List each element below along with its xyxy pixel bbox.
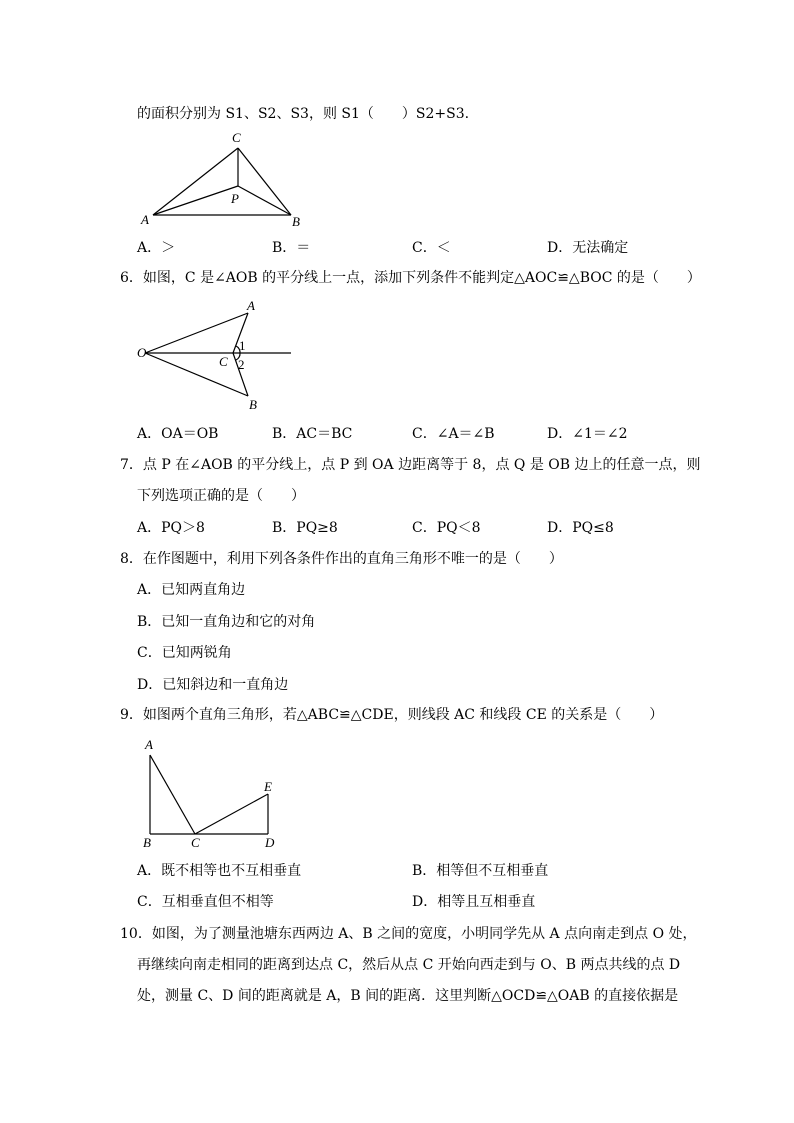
q9-option-c[interactable]: C．互相垂直但不相等	[137, 894, 274, 910]
q5-option-d[interactable]: D．无法确定	[547, 240, 629, 256]
q6-label-a: A	[247, 298, 255, 313]
q6-label-2: 2	[238, 357, 245, 372]
q5-option-c[interactable]: C．＜	[412, 240, 451, 256]
q10-line3: 处，测量 C、D 间的距离就是 A，B 间的距离．这里判断△OCD≌△OAB 的直接依据是	[137, 988, 679, 1004]
q9-stem: 9．如图两个直角三角形，若△ABC≌△CDE，则线段 AC 和线段 CE 的关系是（ ）	[120, 707, 664, 723]
q6-option-a[interactable]: A．OA＝OB	[137, 426, 219, 442]
q8-option-c[interactable]: C．已知两锐角	[137, 645, 232, 661]
q5-label-a: A	[141, 212, 149, 227]
q9-label-e: E	[264, 779, 272, 794]
q9-label-b: B	[143, 835, 151, 850]
q7-stem-line2: 下列选项正确的是（ ）	[137, 488, 305, 504]
q5-stem: 的面积分别为 S1、S2、S3，则 S1（ ）S2+S3.	[137, 106, 470, 122]
q6-side-ac	[233, 313, 248, 353]
q5-option-b[interactable]: B．＝	[272, 240, 311, 256]
q9-option-b[interactable]: B．相等但不互相垂直	[412, 863, 549, 879]
q7-stem-line1: 7．点 P 在∠AOB 的平分线上，点 P 到 OA 边距离等于 8，点 Q 是 OB 边上的任意一点，则	[120, 457, 701, 473]
q9-option-d[interactable]: D．相等且互相垂直	[412, 894, 536, 910]
q7-option-b[interactable]: B．PQ≥8	[272, 520, 338, 536]
q5-side-ac	[153, 148, 238, 215]
q5-side-bc	[238, 148, 291, 215]
q5-label-p: P	[231, 191, 239, 206]
q9-label-c: C	[191, 835, 200, 850]
q6-option-d[interactable]: D．∠1＝∠2	[547, 426, 628, 442]
q6-angle-1-arc	[236, 346, 240, 353]
q5-label-b: B	[292, 214, 300, 229]
q8-option-a[interactable]: A．已知两直角边	[137, 582, 246, 598]
q8-option-d[interactable]: D．已知斜边和一直角边	[137, 677, 289, 693]
q7-option-d[interactable]: D．PQ≤8	[547, 520, 614, 536]
q9-option-a[interactable]: A．既不相等也不互相垂直	[137, 863, 302, 879]
q6-label-c: C	[219, 354, 228, 369]
q7-option-a[interactable]: A．PQ＞8	[137, 520, 205, 536]
q6-label-o: O	[137, 345, 147, 360]
q5-segment-pa	[153, 186, 238, 215]
q9-side-ce	[195, 794, 268, 834]
q6-angle-2-arc	[236, 353, 240, 360]
q5-segment-pb	[238, 186, 291, 215]
q6-side-ob	[145, 353, 248, 396]
q9-side-ac	[150, 755, 195, 834]
q6-side-bc	[233, 353, 248, 396]
q8-option-b[interactable]: B．已知一直角边和它的对角	[137, 614, 316, 630]
q6-stem: 6．如图，C 是∠AOB 的平分线上一点，添加下列条件不能判定△AOC≌△BOC 的是（ ）	[120, 270, 701, 286]
q8-stem: 8．在作图题中，利用下列各条件作出的直角三角形不唯一的是（ ）	[120, 551, 563, 567]
q6-side-oa	[145, 313, 248, 353]
q6-option-b[interactable]: B．AC＝BC	[272, 426, 353, 442]
q9-label-a: A	[145, 737, 153, 752]
q6-option-c[interactable]: C．∠A＝∠B	[412, 426, 495, 442]
q6-label-1: 1	[239, 338, 246, 353]
q7-option-c[interactable]: C．PQ＜8	[412, 520, 481, 536]
q10-line2: 再继续向南走相同的距离到达点 C，然后从点 C 开始向西走到与 O、B 两点共线的点 D	[137, 957, 681, 973]
q9-label-d: D	[265, 835, 275, 850]
q5-option-a[interactable]: A．＞	[137, 240, 176, 256]
q5-label-c: C	[232, 130, 241, 145]
q6-label-b: B	[249, 397, 257, 412]
q10-line1: 10．如图，为了测量池塘东西两边 A、B 之间的宽度，小明同学先从 A 点向南走到点 O 处，	[120, 926, 697, 942]
